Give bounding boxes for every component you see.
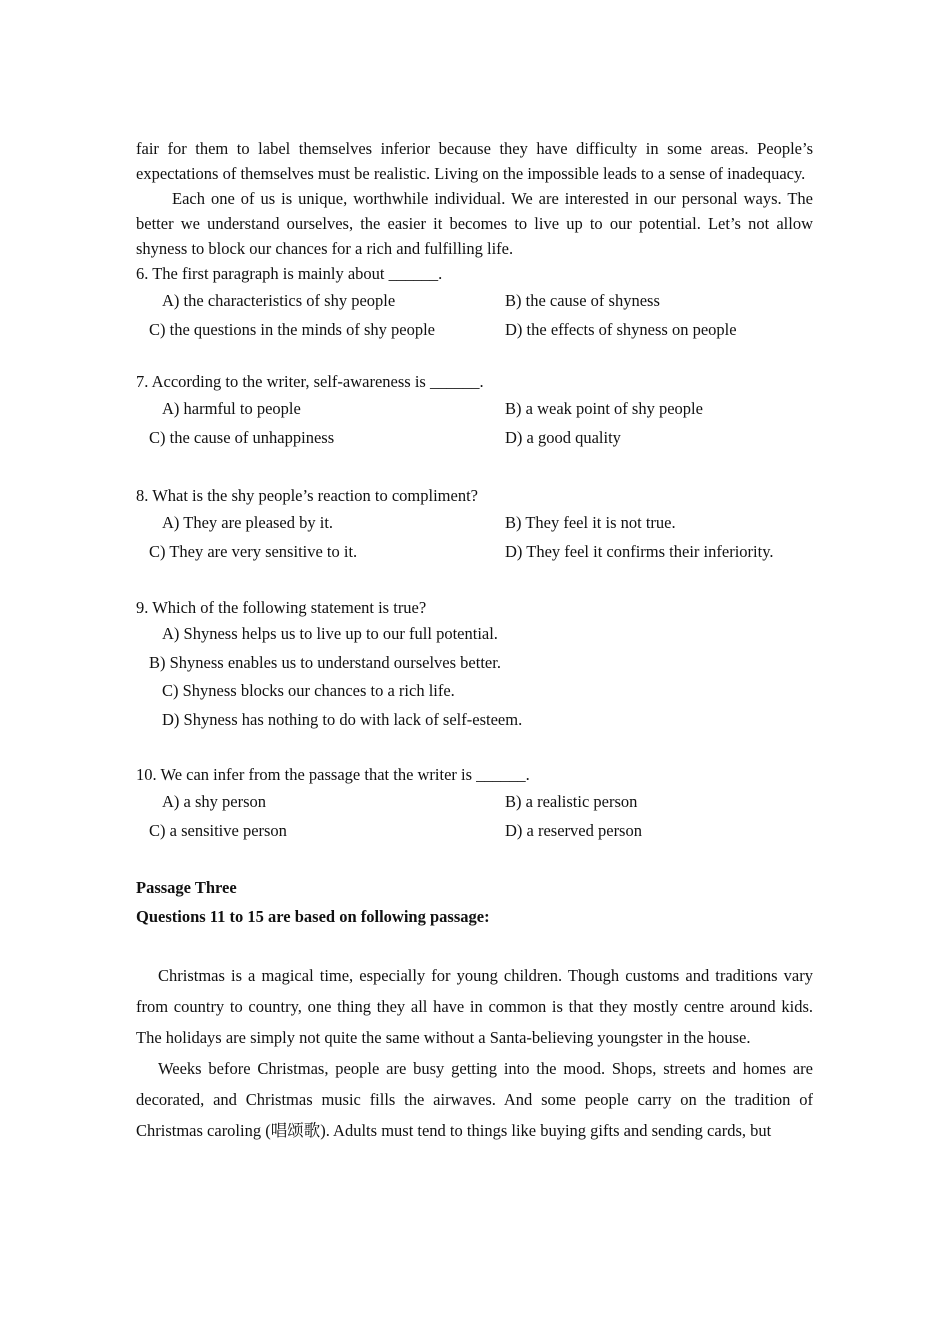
- option-a: A) a shy person: [162, 792, 267, 811]
- option-a: A) They are pleased by it.: [162, 513, 334, 532]
- document-page: [136, 136, 813, 1146]
- passage-title: Passage Three: [136, 878, 237, 897]
- passage-three-paragraph: Weeks before Christmas, people are busy getting into the mood. Shops, streets and homes are decorated, and Christmas music fills the airwaves. And some people carry on the tradition of Christmas caroling (唱颂歌). Adults must tend to things like buying gifts and sending cards, but: [136, 1059, 813, 1140]
- answer-options: [136, 288, 813, 346]
- option-b: B) a weak point of shy people: [505, 399, 703, 418]
- option-d: D) Shyness has nothing to do with lack of self-esteem.: [162, 709, 523, 729]
- option-c: C) They are very sensitive to it.: [149, 542, 358, 561]
- option-d: D) a reserved person: [505, 821, 642, 840]
- option-d: D) They feel it confirms their inferiority.: [505, 542, 774, 561]
- option-b: B) They feel it is not true.: [505, 513, 676, 532]
- question-6: [136, 261, 813, 346]
- option-d: D) the effects of shyness on people: [505, 320, 737, 339]
- question-stem: 9. Which of the following statement is true?: [136, 598, 427, 617]
- passage-instruction: Questions 11 to 15 are based on following passage:: [136, 907, 490, 926]
- option-a: A) the characteristics of shy people: [162, 291, 396, 310]
- question-10: [136, 762, 813, 847]
- question-stem: 8. What is the shy people’s reaction to compliment?: [136, 486, 478, 505]
- option-c: C) a sensitive person: [149, 821, 287, 840]
- option-a: A) harmful to people: [162, 399, 301, 418]
- passage-two-paragraph: fair for them to label themselves inferior because they have difficulty in some areas. People’s expectations of themselves must be realistic. Living on the impossible leads to a sense of inadequacy.: [136, 139, 813, 183]
- option-b: B) Shyness enables us to understand ourselves better.: [149, 652, 501, 672]
- question-stem: 10. We can infer from the passage that the writer is ______.: [136, 765, 530, 784]
- option-c: C) Shyness blocks our chances to a rich life.: [162, 681, 455, 700]
- answer-options: [136, 510, 813, 568]
- question-stem: 7. According to the writer, self-awareness is ______.: [136, 372, 484, 391]
- answer-options: [136, 396, 813, 454]
- question-8: [136, 483, 813, 568]
- option-b: B) the cause of shyness: [505, 291, 660, 310]
- answer-options: [136, 789, 813, 847]
- question-9: [136, 595, 813, 734]
- option-c: C) the questions in the minds of shy people: [149, 320, 435, 339]
- passage-two-paragraph: Each one of us is unique, worthwhile individual. We are interested in our personal ways. The better we understand ourselves, the easier it becomes to live up to our potential. Let’s not allow shyness to block our chances for a rich and fulfilling life.: [136, 189, 813, 258]
- option-c: C) the cause of unhappiness: [149, 428, 335, 447]
- option-a: A) Shyness helps us to live up to our full potential.: [162, 624, 498, 643]
- passage-three-paragraph: Christmas is a magical time, especially for young children. Though customs and traditions vary from country to country, one thing they all have in common is that they mostly centre around kids. The holidays are simply not quite the same without a Santa-believing youngster in the house.: [136, 966, 813, 1047]
- question-stem: 6. The first paragraph is mainly about ______.: [136, 264, 443, 283]
- option-b: B) a realistic person: [505, 792, 638, 811]
- question-7: [136, 369, 813, 454]
- option-d: D) a good quality: [505, 428, 621, 447]
